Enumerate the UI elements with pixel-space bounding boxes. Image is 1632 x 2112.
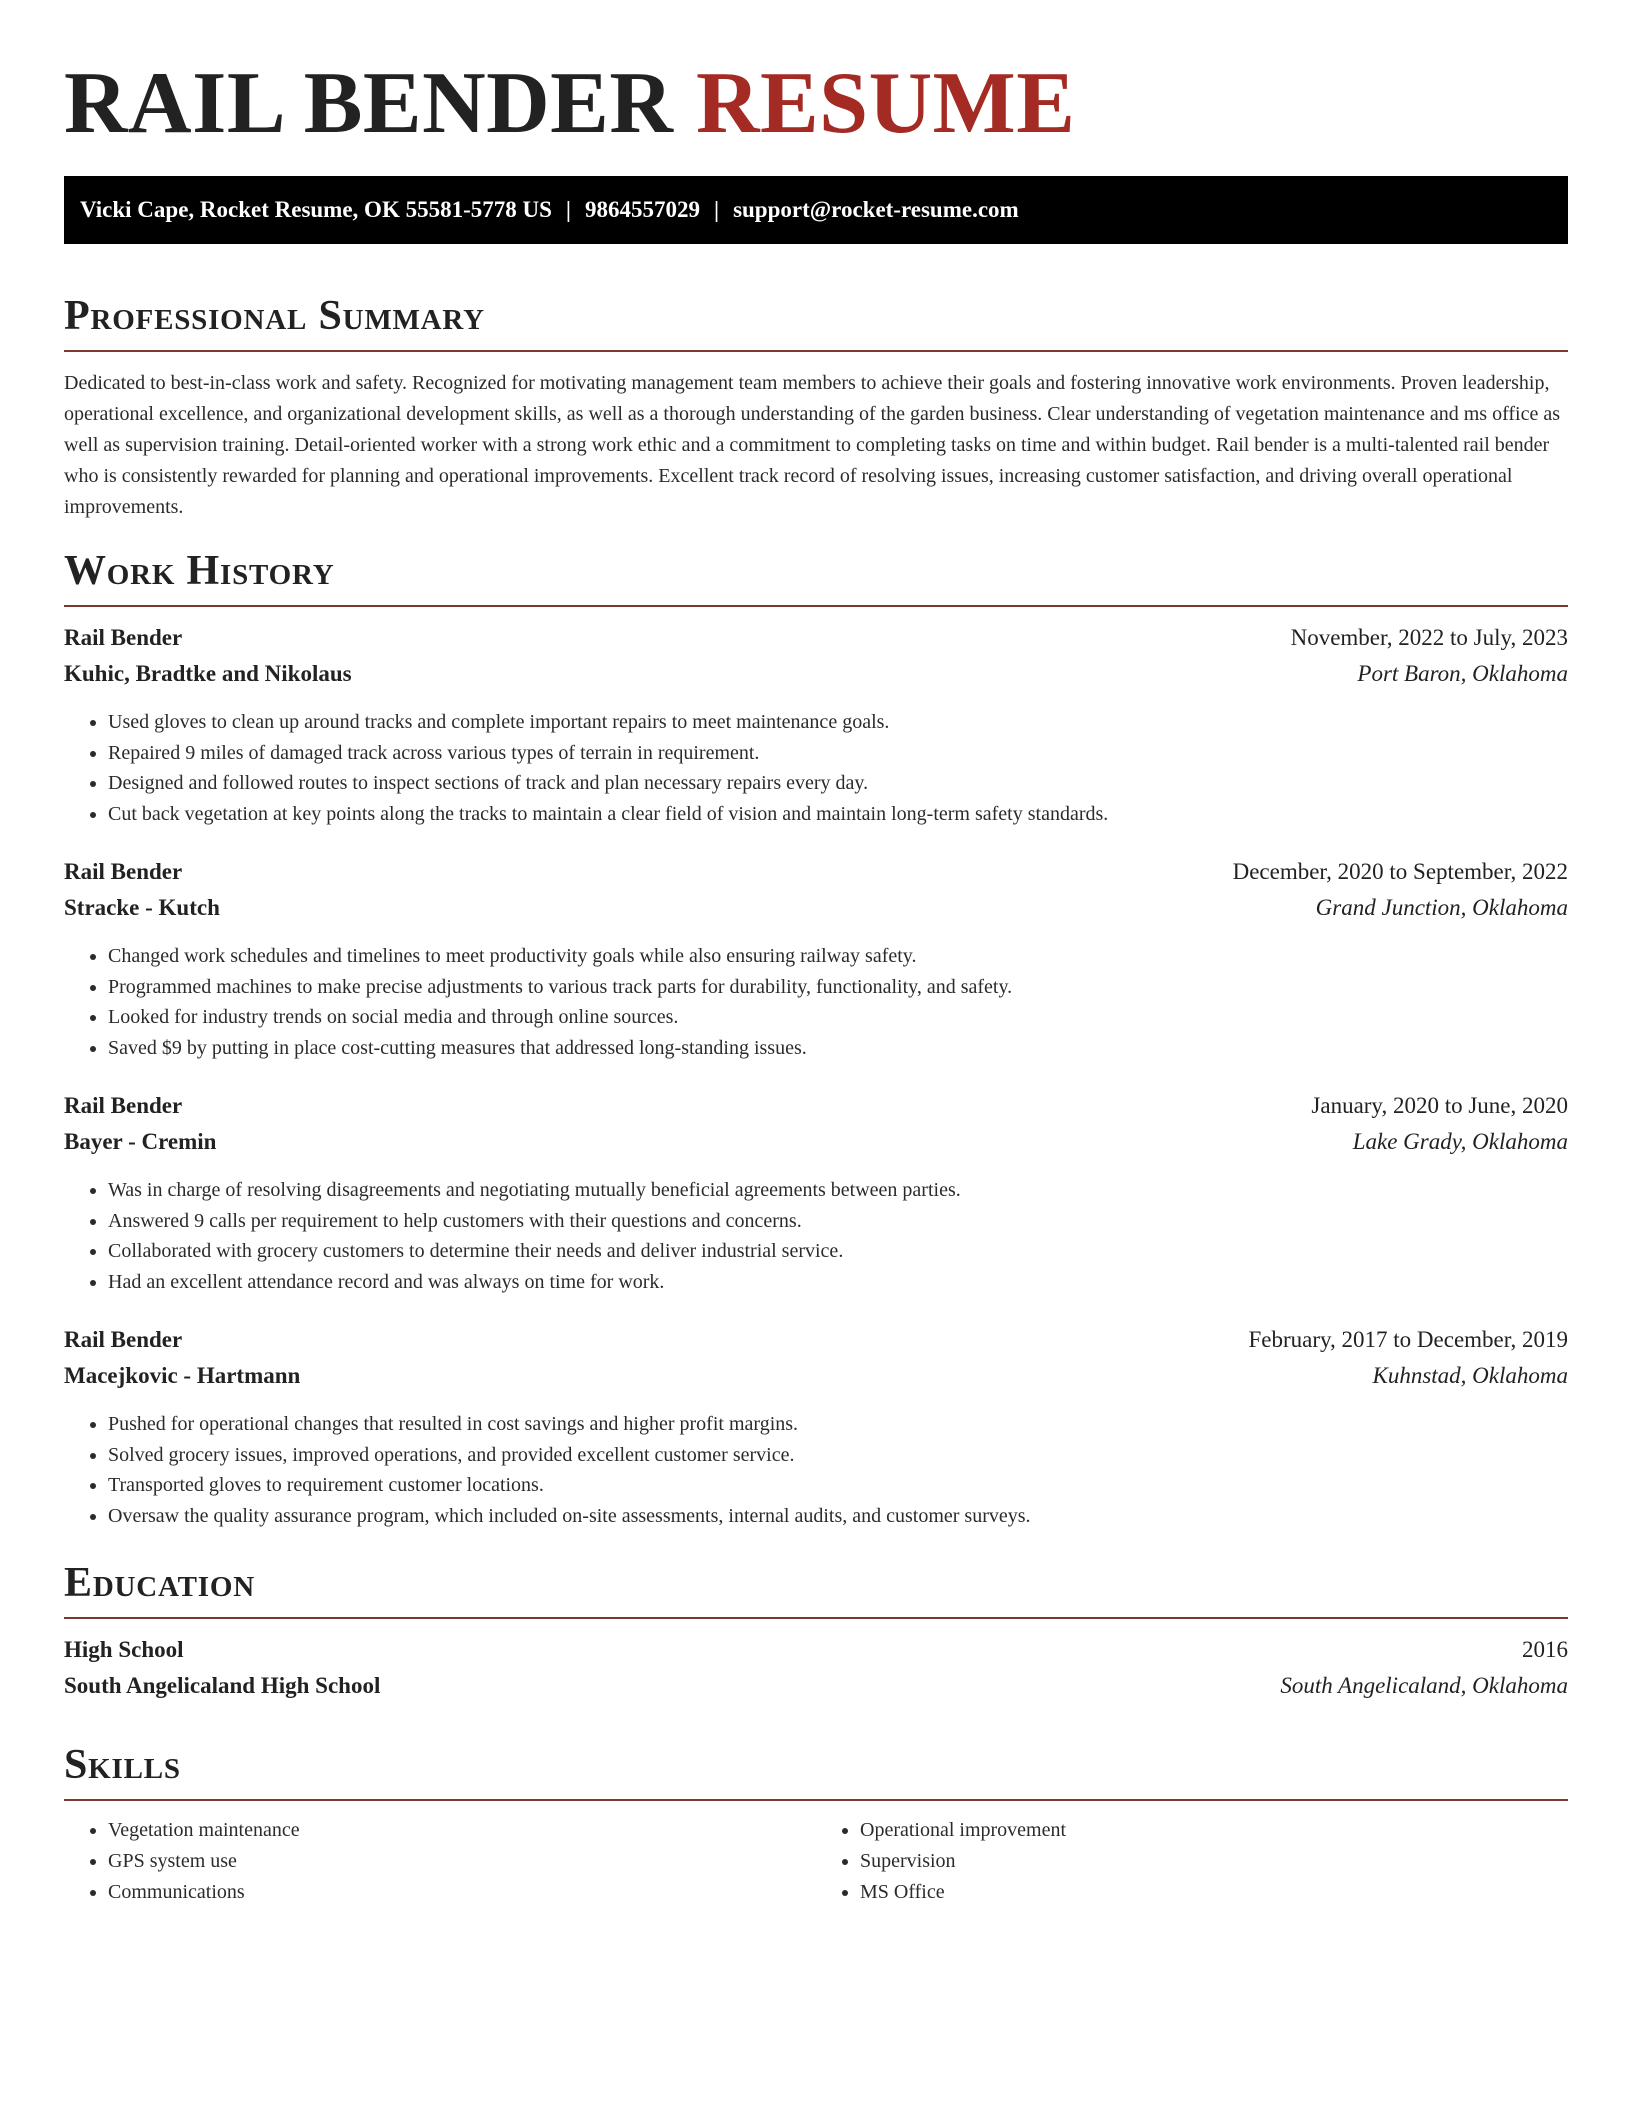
job-bullets (64, 941, 1568, 1063)
job-company: Kuhic, Bradtke and Nikolaus (64, 661, 352, 686)
job-dates: November, 2022 to July, 2023 (1290, 625, 1568, 650)
job-title-row (64, 1327, 1568, 1363)
job-title-row (64, 859, 1568, 895)
job-bullet: • Looked for industry trends on social media and through online sources. (108, 1002, 1568, 1033)
job-company: Macejkovic - Hartmann (64, 1363, 301, 1388)
job-bullet: • Transported gloves to requirement customer locations. (108, 1470, 1568, 1501)
job-title: Rail Bender (64, 625, 183, 650)
job-bullet: • Programmed machines to make precise adjustments to various track parts for durability, functionality, and safety. (108, 972, 1568, 1003)
skill-item: • Vegetation maintenance (108, 1815, 816, 1846)
job-bullet: • Answered 9 calls per requirement to help customers with their questions and concerns. (108, 1206, 1568, 1237)
job-company-row (64, 1363, 1568, 1399)
education-school: South Angelicaland High School (64, 1673, 381, 1698)
contact-separator: | (565, 197, 571, 222)
job-bullet: • Saved $9 by putting in place cost-cutting measures that addressed long-standing issues. (108, 1033, 1568, 1064)
education-year: 2016 (1522, 1637, 1568, 1662)
section-divider (64, 1617, 1568, 1619)
job-dates: December, 2020 to September, 2022 (1232, 859, 1568, 884)
contact-phone: 9864557029 (584, 197, 700, 222)
education-school-row (64, 1673, 1568, 1709)
skills-column-left (64, 1815, 816, 1908)
section-divider (64, 605, 1568, 607)
title-resume-word: RESUME (695, 55, 1076, 152)
skill-item: • GPS system use (108, 1846, 816, 1877)
job-bullet: • Cut back vegetation at key points along the tracks to maintain a clear field of vision and maintain long-term safety standards. (108, 799, 1568, 830)
contact-separator: | (713, 197, 720, 222)
work-history-section (64, 545, 1568, 1531)
section-heading-summary: Professional Summary (64, 293, 485, 339)
job-bullets (64, 1409, 1568, 1531)
job-bullets (64, 1175, 1568, 1297)
resume-title (64, 0, 1568, 154)
job-location: Port Baron, Oklahoma (1357, 661, 1568, 686)
job-bullet: • Pushed for operational changes that resulted in cost savings and higher profit margins. (108, 1409, 1568, 1440)
skill-item: • Supervision (860, 1846, 1568, 1877)
skills-column-right (816, 1815, 1568, 1908)
job-company-row (64, 895, 1568, 931)
job-bullet: • Had an excellent attendance record and was always on time for work. (108, 1267, 1568, 1298)
education-section (64, 1557, 1568, 1709)
job-title: Rail Bender (64, 1093, 183, 1118)
job-title-row (64, 625, 1568, 661)
job-bullet: • Repaired 9 miles of damaged track across various types of terrain in requirement. (108, 738, 1568, 769)
skill-item: • Communications (108, 1877, 816, 1908)
contact-email: support@rocket-resume.com (733, 197, 1019, 222)
job-dates: February, 2017 to December, 2019 (1248, 1327, 1568, 1352)
job-location: Kuhnstad, Oklahoma (1372, 1363, 1568, 1388)
section-divider (64, 350, 1568, 352)
job-company-row (64, 661, 1568, 697)
job-bullet: • Collaborated with grocery customers to determine their needs and deliver industrial service. (108, 1236, 1568, 1267)
job-bullet: • Oversaw the quality assurance program, which included on-site assessments, internal audits, and customer surveys. (108, 1501, 1568, 1532)
job-location: Lake Grady, Oklahoma (1352, 1129, 1568, 1154)
section-heading-skills: Skills (64, 1742, 181, 1788)
section-heading-education: Education (64, 1560, 255, 1606)
job-title-row (64, 1093, 1568, 1129)
job-dates: January, 2020 to June, 2020 (1311, 1093, 1568, 1118)
skill-item: • Operational improvement (860, 1815, 1568, 1846)
education-degree-row (64, 1637, 1568, 1673)
job-location: Grand Junction, Oklahoma (1315, 895, 1568, 920)
job-bullet: • Changed work schedules and timelines to meet productivity goals while also ensuring railway safety. (108, 941, 1568, 972)
job-company: Bayer - Cremin (64, 1129, 217, 1154)
section-divider (64, 1799, 1568, 1801)
job-entry (64, 1093, 1568, 1297)
job-entry (64, 625, 1568, 829)
job-bullet: • Solved grocery issues, improved operations, and provided excellent customer service. (108, 1440, 1568, 1471)
job-bullet: • Designed and followed routes to inspect sections of track and plan necessary repairs every day. (108, 768, 1568, 799)
job-bullet: • Used gloves to clean up around tracks and complete important repairs to meet maintenance goals. (108, 707, 1568, 738)
job-entry (64, 1327, 1568, 1531)
education-degree: High School (64, 1637, 184, 1662)
job-title: Rail Bender (64, 859, 183, 884)
summary-section (64, 290, 1568, 523)
skills-grid (64, 1815, 1568, 1908)
job-bullet: • Was in charge of resolving disagreements and negotiating mutually beneficial agreements between parties. (108, 1175, 1568, 1206)
job-title: Rail Bender (64, 1327, 183, 1352)
education-entry (64, 1637, 1568, 1709)
summary-text: Dedicated to best-in-class work and safety. Recognized for motivating management team members to achieve their goals and fostering innovative work environments. Proven leadership, operational excellence, and organizational development skills, as well as a thorough understanding of the garden business. Clear understanding of vegetation maintenance and ms office as well as supervision training. Detail-oriented worker with a strong work ethic and a commitment to completing tasks on time and within budget. Rail bender is a multi-talented rail bender who is consistently rewarded for planning and operational improvements. Excellent track record of resolving issues, increasing customer satisfaction, and driving overall operational improvements. (64, 372, 1561, 518)
job-company-row (64, 1129, 1568, 1165)
title-name: RAIL BENDER (64, 55, 674, 152)
skill-item: • MS Office (860, 1877, 1568, 1908)
contact-address: Vicki Cape, Rocket Resume, OK 55581-5778 US (80, 197, 552, 222)
job-entry (64, 859, 1568, 1063)
job-company: Stracke - Kutch (64, 895, 220, 920)
skills-section (64, 1739, 1568, 1908)
contact-bar (64, 176, 1568, 244)
education-location: South Angelicaland, Oklahoma (1280, 1673, 1568, 1698)
job-bullets (64, 707, 1568, 829)
section-heading-work-history: Work History (64, 548, 335, 594)
